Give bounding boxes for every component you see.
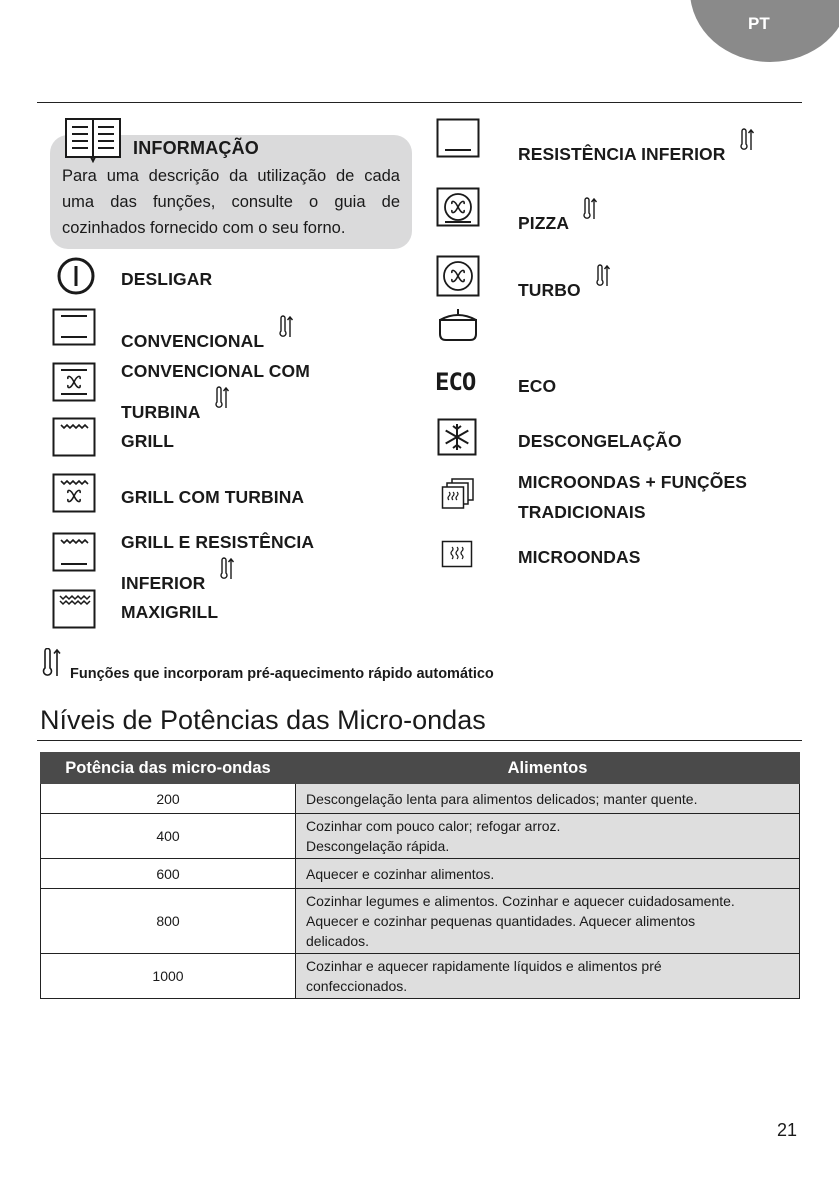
thermometer-icon <box>594 264 612 290</box>
food-description: Descongelação lenta para alimentos delicados; manter quente. <box>296 784 800 814</box>
table-row <box>41 889 800 954</box>
function-label-pizza: PIZZA <box>518 213 569 233</box>
grill-bottom-icon <box>52 532 96 572</box>
function-label-convencional: CONVENCIONAL <box>121 331 264 351</box>
header-food: Alimentos <box>296 753 800 784</box>
maxigrill-icon <box>52 589 96 629</box>
function-label-inferior: INFERIOR <box>121 573 206 593</box>
conventional-icon <box>52 308 96 346</box>
info-text: Para uma descrição da utilização de cada uma das funções, consulte o guia de cozinhados fornecido com o seu forno. <box>62 167 400 237</box>
food-description: Cozinhar e aquecer rapidamente líquidos e alimentos pré confeccionados. <box>296 954 800 999</box>
function-label-maxigrill: MAXIGRILL <box>121 602 219 622</box>
language-label: PT <box>748 14 770 33</box>
section-divider <box>37 740 802 741</box>
function-label-grill: GRILL <box>121 431 174 451</box>
function-label-resistencia-inferior: RESISTÊNCIA INFERIOR <box>518 144 726 164</box>
function-label-turbina: TURBINA <box>121 402 200 422</box>
fan-conventional-icon <box>52 362 96 402</box>
thermometer-icon <box>581 197 599 223</box>
section-title: Níveis de Potências das Micro-ondas <box>40 705 486 735</box>
power-icon <box>56 256 96 296</box>
thermometer-icon <box>277 315 295 341</box>
book-icon <box>64 117 122 163</box>
power-value: 600 <box>41 859 296 889</box>
header-power: Potência das micro-ondas <box>41 753 296 784</box>
function-label-grill-e-resistencia: GRILL E RESISTÊNCIA <box>121 532 315 552</box>
power-value: 1000 <box>41 954 296 999</box>
function-label-eco: ECO <box>518 376 557 396</box>
thermometer-icon <box>738 128 756 154</box>
grill-fan-icon <box>52 473 96 513</box>
turbo-icon <box>436 255 480 297</box>
table-row <box>41 954 800 999</box>
thermometer-icon <box>40 648 64 680</box>
function-label-tradicionais: TRADICIONAIS <box>518 502 646 522</box>
function-label-microondas: MICROONDAS <box>518 547 641 567</box>
power-value: 800 <box>41 889 296 954</box>
power-value: 200 <box>41 784 296 814</box>
table-row <box>41 784 800 814</box>
pizza-icon <box>436 187 480 227</box>
food-description: Aquecer e cozinhar alimentos. <box>296 859 800 889</box>
function-label-grill-com-turbina: GRILL COM TURBINA <box>121 487 305 507</box>
pot-icon <box>437 308 479 342</box>
info-title: INFORMAÇÃO <box>133 138 259 158</box>
power-value: 400 <box>41 814 296 859</box>
top-divider <box>37 102 802 103</box>
function-label-convencional-com: CONVENCIONAL COM <box>121 361 310 381</box>
thermometer-icon <box>213 386 231 412</box>
table-header-row <box>41 753 800 784</box>
food-description: Cozinhar legumes e alimentos. Cozinhar e aquecer cuidadosamente. Aquecer e cozinhar pequenas quantidades. Aquecer alimentos delicados. <box>296 889 800 954</box>
microwave-icon <box>441 540 473 568</box>
power-levels-table <box>40 752 800 999</box>
microwave-combo-icon <box>441 478 475 510</box>
table-row <box>41 814 800 859</box>
page-number: 21 <box>777 1120 798 1140</box>
function-label-descongelacao: DESCONGELAÇÃO <box>518 431 682 451</box>
bottom-heat-icon <box>436 118 480 158</box>
food-description: Cozinhar com pouco calor; refogar arroz. Descongelação rápida. <box>296 814 800 859</box>
thermometer-icon <box>218 557 236 583</box>
preheat-note: Funções que incorporam pré-aquecimento rápido automático <box>70 666 494 682</box>
function-label-turbo: TURBO <box>518 280 581 300</box>
defrost-icon <box>437 418 477 456</box>
eco-icon: ECO <box>435 368 476 396</box>
table-row <box>41 859 800 889</box>
function-label-desligar: DESLIGAR <box>121 269 213 289</box>
grill-icon <box>52 417 96 457</box>
function-label-microondas-funcoes: MICROONDAS + FUNÇÕES <box>518 472 748 492</box>
